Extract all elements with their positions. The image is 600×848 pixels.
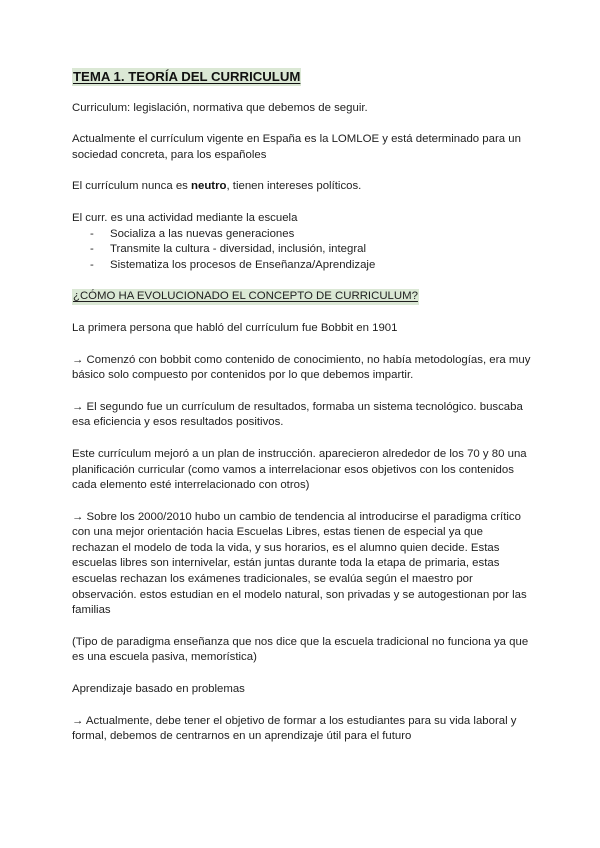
paragraph-neutro <box>72 179 532 195</box>
paragraph-bobbit: La primera persona que habló del currículum fue Bobbit en 1901 <box>72 321 398 334</box>
list-item <box>90 227 532 243</box>
subheading-wrap <box>72 289 532 305</box>
paragraph-activity: El curr. es una actividad mediante la escuela <box>72 211 298 224</box>
paragraph-current: → Actualmente, debe tener el objetivo de formar a los estudiantes para su vida laboral y formal, debemos de centrarnos en un aprendizaje útil para el futuro <box>72 714 517 743</box>
paragraph-paradigm-note: (Tipo de paradigma enseñanza que nos dice que la escuela tradicional no funciona ya que es una escuela pasiva, memorística) <box>72 635 529 664</box>
dash-marker: - <box>90 258 94 271</box>
paragraph-neutro-before: El currículum nunca es <box>72 180 192 193</box>
list-item-text: Transmite la cultura - diversidad, inclusión, integral <box>110 243 366 256</box>
paragraph-critical-paradigm: → Sobre los 2000/2010 hubo un cambio de tendencia al introducirse el paradigma crítico con una mejor orientación hacia Escuelas Libres, estas tienen de especial ya que rechazan el modelo de toda la vida, y sus horarios, es el alumno quien decide. Estas escuelas libres son internivelar, están juntas durante toda la etapa de primaria, estas escuelas rechazan los exámenes tradicionales, se evalúa según el maestro por observación. estos estudian en el modelo natural, son privadas y se autogestionan por las familias <box>72 510 527 617</box>
dash-marker: - <box>90 227 94 240</box>
document-title-wrap <box>72 68 532 87</box>
list-item <box>90 242 532 258</box>
document-title: TEMA 1. TEORÍA DEL CURRICULUM <box>73 69 301 84</box>
list-item-text: Sistematiza los procesos de Enseñanza/Aprendizaje <box>110 258 376 271</box>
paragraph-problem-based: Aprendizaje basado en problemas <box>72 683 245 696</box>
section-subheading: ¿CÓMO HA EVOLUCIONADO EL CONCEPTO DE CURRICULUM? <box>72 289 419 305</box>
paragraph-neutro-bold: neutro <box>191 180 227 193</box>
paragraph-lomloe: Actualmente el currículum vigente en España es la LOMLOE y está determinado para un sociedad concreta, para los españoles <box>72 133 521 161</box>
paragraph-first-stage: → Comenzó con bobbit como contenido de conocimiento, no había metodologías, era muy básico solo compuesto por contenidos por lo que debemos impartir. <box>72 353 531 382</box>
list-item <box>90 258 532 274</box>
paragraph-instruction-plan: Este currículum mejoró a un plan de instrucción. aparecieron alrededor de los 70 y 80 una planificación curricular (como vamos a interrelacionar esos objetivos con los contenidos cada elemento esté interrelacionado con otros) <box>72 447 527 492</box>
dash-marker: - <box>90 243 94 256</box>
document-page <box>72 68 532 745</box>
paragraph-neutro-after: , tienen intereses políticos. <box>226 180 362 193</box>
paragraph-definition: Curriculum: legislación, normativa que debemos de seguir. <box>72 101 368 114</box>
bullet-list <box>72 227 532 274</box>
paragraph-second-stage: → El segundo fue un currículum de resultados, formaba un sistema tecnológico. buscaba esa eficiencia y esos resultados positivos. <box>72 400 523 429</box>
list-item-text: Socializa a las nuevas generaciones <box>110 227 295 240</box>
